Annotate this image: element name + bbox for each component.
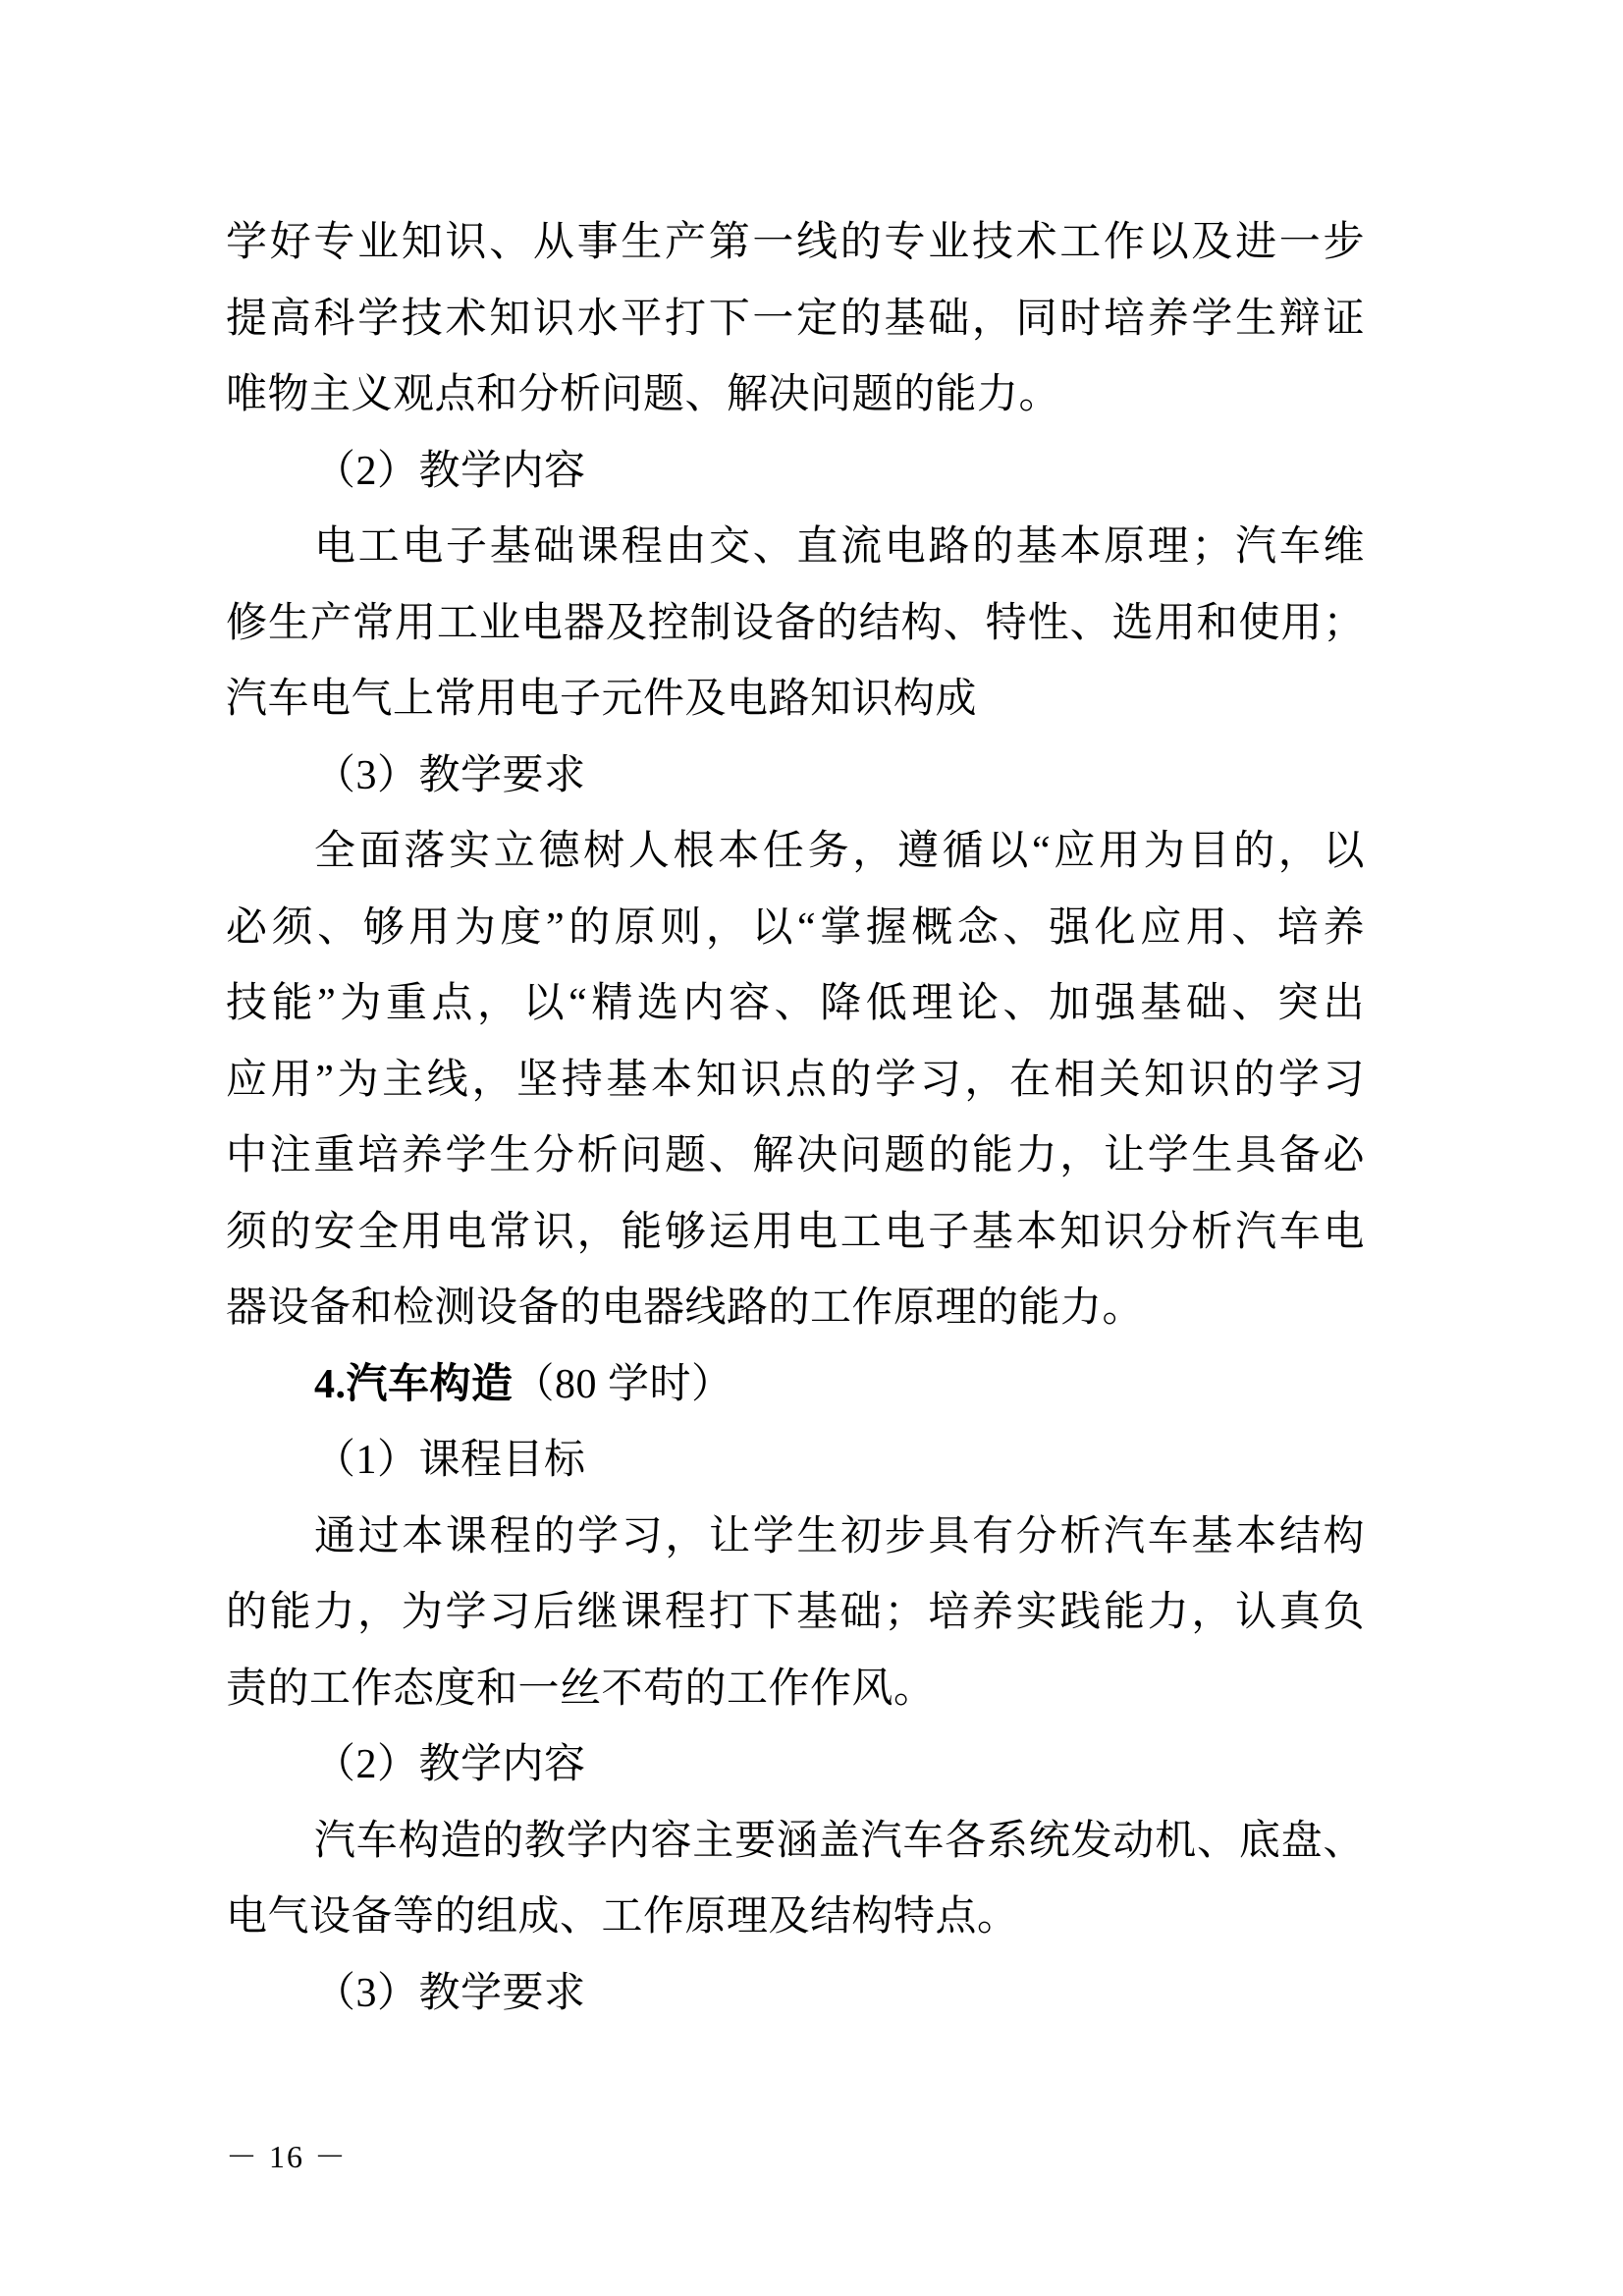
text-run: （3）教学要求 [314,752,586,798]
text-line [226,814,1365,891]
text-line [226,1500,1365,1576]
text-line [226,1043,1365,1120]
text-run: 汽车构造的教学内容主要涵盖汽车各系统发动机、底盘、 [314,1818,1365,1864]
text-run: （80 学时） [513,1361,733,1407]
text-run: 全面落实立德树人根本任务，遵循以“应用为目的，以 [314,829,1365,874]
text-line [226,510,1365,586]
text-run: 责的工作态度和一丝不苟的工作作风。 [226,1666,936,1712]
text-line [226,1804,1365,1881]
text-run: 学好专业知识、从事生产第一线的专业技术工作以及进一步 [226,220,1365,265]
text-line [226,1956,1365,2033]
text-run: （1）课程目标 [314,1438,586,1483]
page-number: － 16 － [226,2139,349,2174]
text-run: 器设备和检测设备的电器线路的工作原理的能力。 [226,1285,1145,1331]
text-line [226,662,1365,738]
text-line [226,738,1365,815]
text-line [226,434,1365,511]
text-run: 须的安全用电常识，能够运用电工电子基本知识分析汽车电 [226,1209,1365,1255]
text-line [226,1880,1365,1956]
text-line [226,1727,1365,1804]
page-footer [226,2139,348,2174]
text-line [226,357,1365,434]
text-run: 提高科学技术知识水平打下一定的基础，同时培养学生辩证 [226,296,1365,342]
text-run: 应用”为主线，坚持基本知识点的学习，在相关知识的学习 [226,1057,1365,1103]
text-run: 通过本课程的学习，让学生初步具有分析汽车基本结构 [314,1513,1365,1559]
text-line [226,966,1365,1043]
text-run: 唯物主义观点和分析问题、解决问题的能力。 [226,372,1061,417]
text-run: 中注重培养学生分析问题、解决问题的能力，让学生具备必 [226,1133,1365,1178]
text-line [226,1195,1365,1272]
text-line [226,1119,1365,1195]
text-run: 修生产常用工业电器及控制设备的结构、特性、选用和使用； [226,600,1365,646]
bold-text-run: 4.汽车构造 [314,1361,514,1407]
text-line [226,1423,1365,1500]
text-line [226,205,1365,282]
text-line [226,282,1365,358]
document-body [226,205,1365,2032]
text-run: 电气设备等的组成、工作原理及结构特点。 [226,1894,1019,1940]
text-line [226,1575,1365,1652]
text-run: 技能”为重点，以“精选内容、降低理论、加强基础、突出 [226,981,1365,1026]
text-line [226,1271,1365,1347]
text-run: （2）教学内容 [314,1742,586,1787]
text-run: （3）教学要求 [314,1970,586,2016]
text-run: （2）教学内容 [314,448,586,494]
text-line [226,586,1365,663]
text-line [226,891,1365,967]
text-run: 汽车电气上常用电子元件及电路知识构成 [226,677,978,722]
text-run: 必须、够用为度”的原则，以“掌握概念、强化应用、培养 [226,904,1365,951]
text-line [226,1652,1365,1728]
text-line [226,1347,1365,1424]
text-run: 电工电子基础课程由交、直流电路的基本原理；汽车维 [314,524,1365,570]
text-run: 的能力，为学习后继课程打下基础；培养实践能力，认真负 [226,1590,1365,1635]
